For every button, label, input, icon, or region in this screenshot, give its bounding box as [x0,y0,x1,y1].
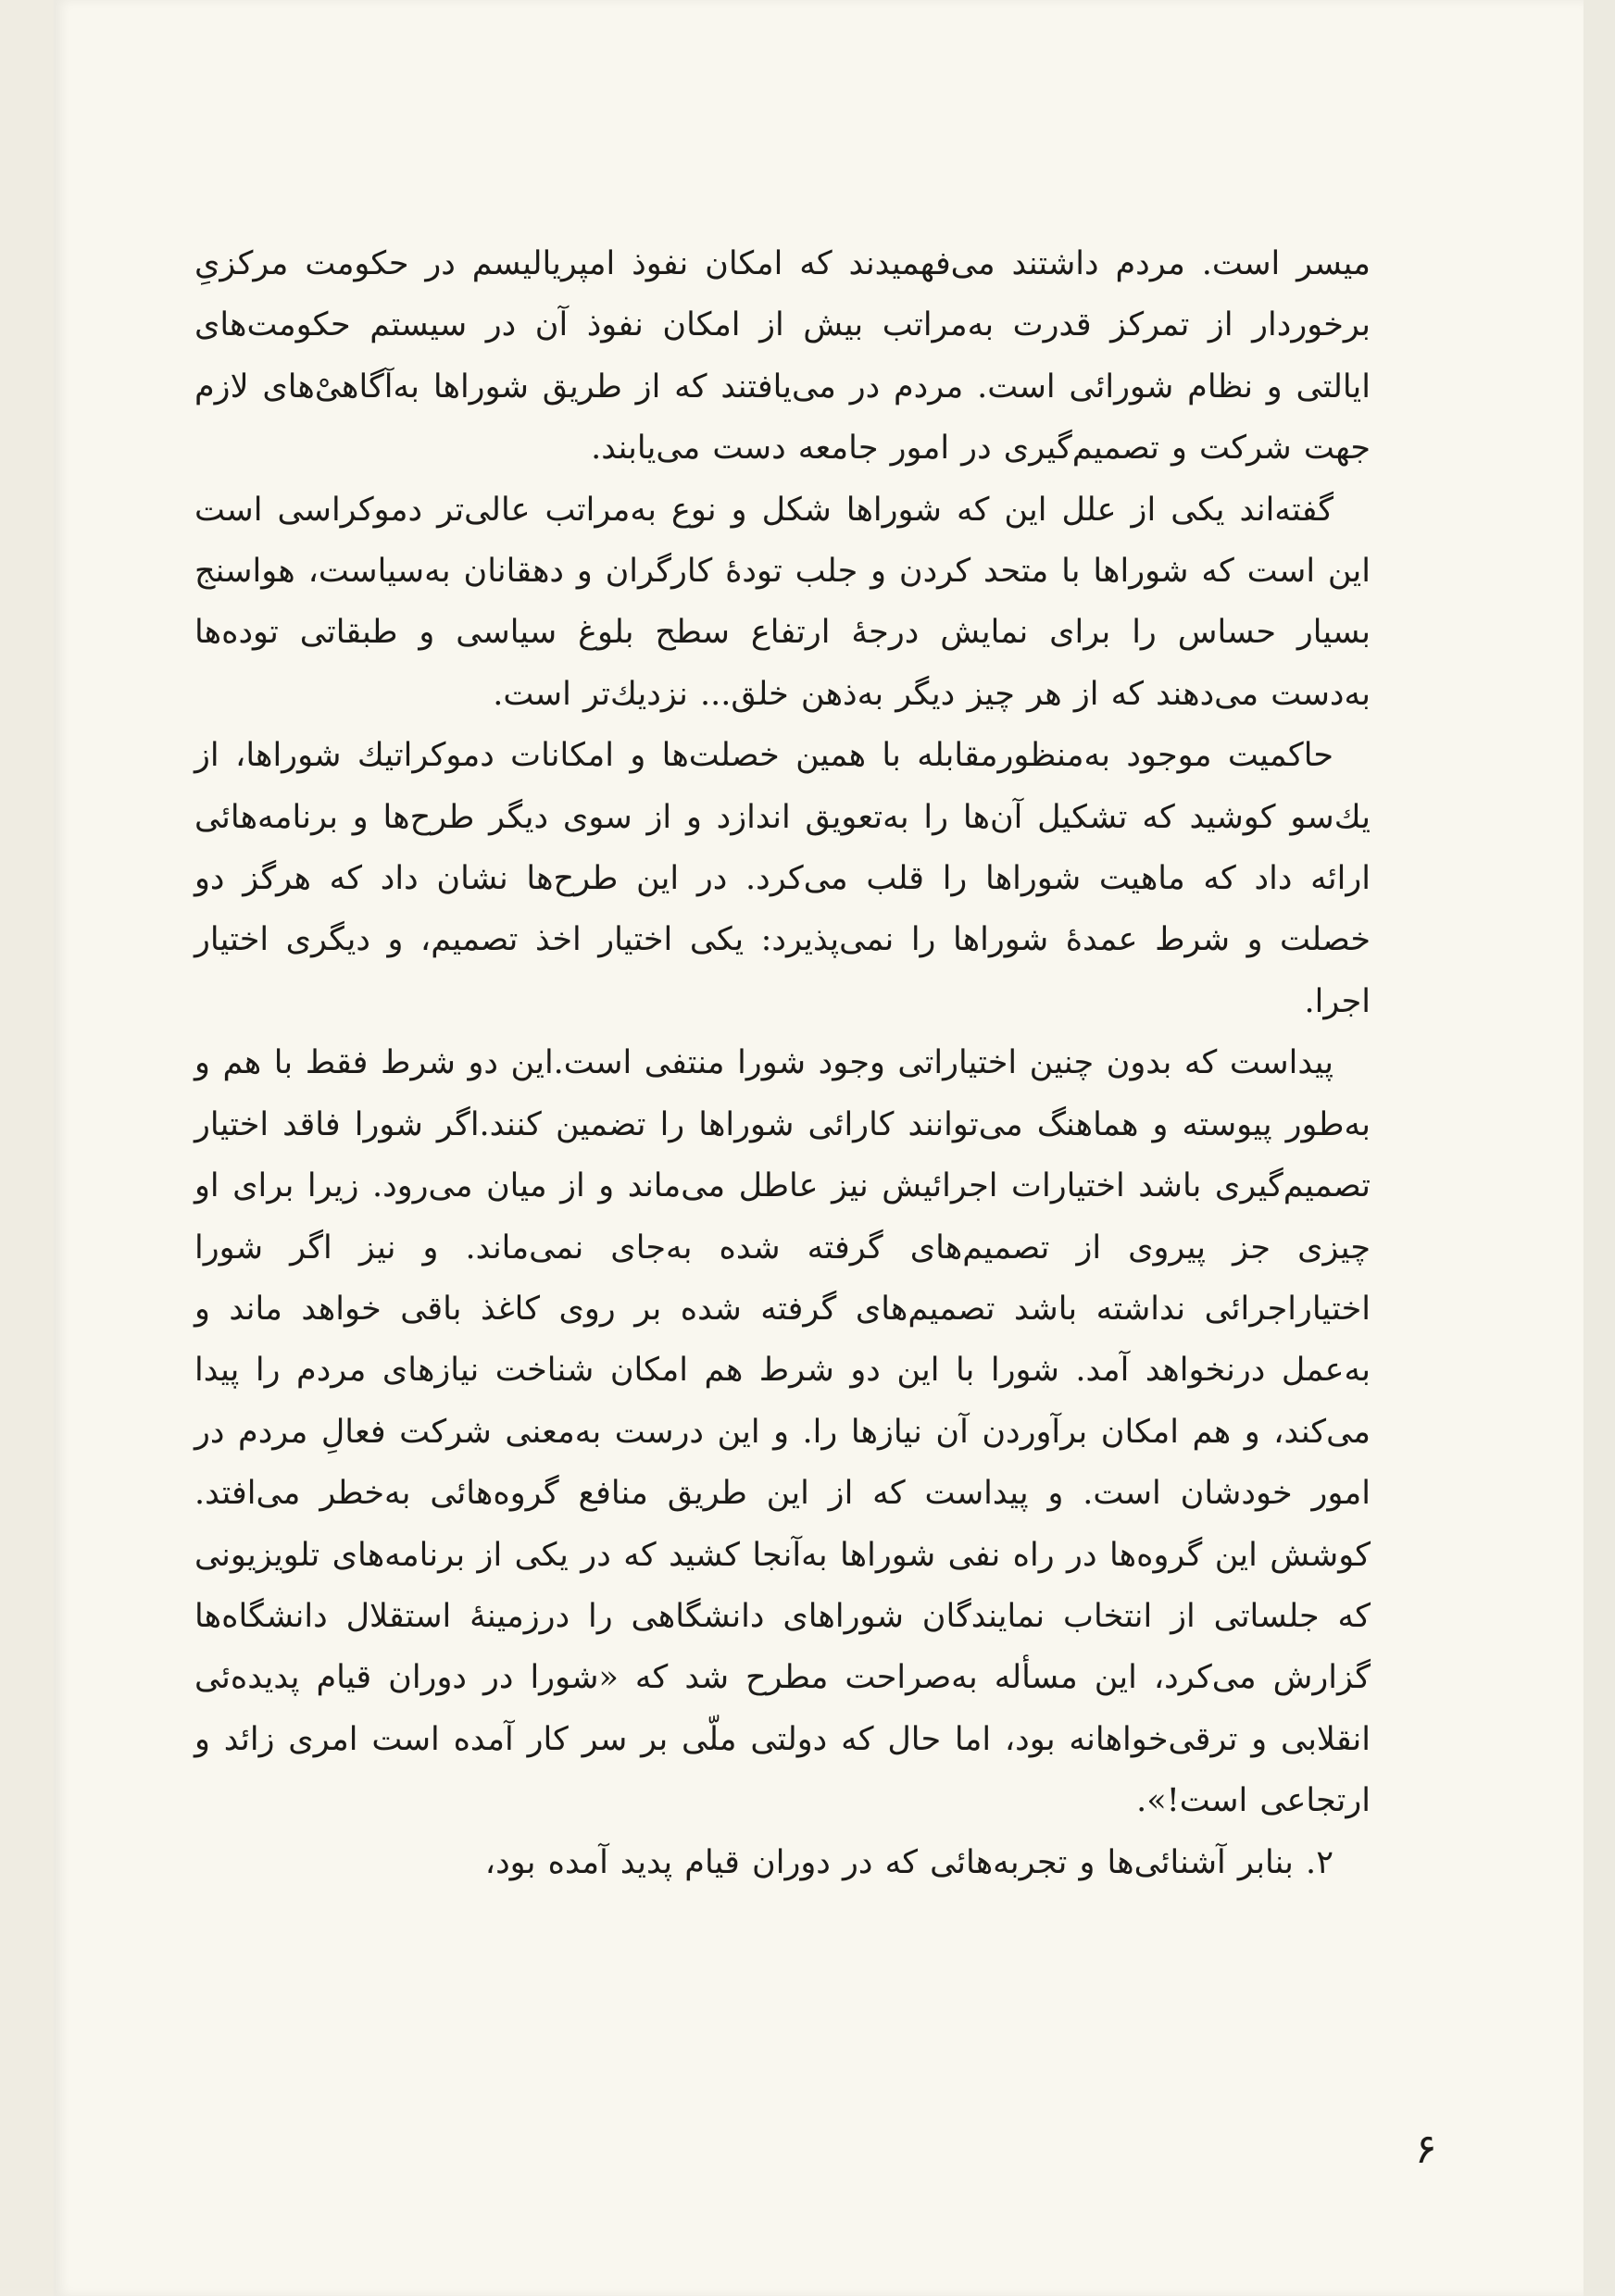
paragraph: پیداست که بدون چنین اختیاراتی وجود شورا منتفی است.این دو شرط فقط با هم و به‌طور پیوسته و هماهنگ می‌توانند کارائی شوراها را تضمین کنند.اگر شورا فاقد اختیار تصمیم‌گیری باشد اختیارات اجرائیش نیز عاطل می‌ماند و از میان می‌رود. زیرا برای او چیزی جز پیروی از تصمیم‌های گرفته شده به‌جای نمی‌ماند. و نیز اگر شورا اختیاراجرائی نداشته باشد تصمیم‌های گرفته شده بر روی کاغذ باقی خواهد ماند و به‌عمل درنخواهد آمد. شورا با این دو شرط هم امکان شناخت نیازهای مردم را پیدا می‌کند، و هم امکان برآوردن آن نیازها را. و این درست به‌معنی شرکت فعالِ مردم در امور خودشان است. و پیداست که از این طریق منافع گروه‌هائی به‌خطر می‌افتد. کوشش این گروه‌ها در راه نفی شوراها به‌آنجا کشید که در یکی از برنامه‌های تلویزیونی که جلساتی از انتخاب نمایندگان شوراهای دانشگاهی را درزمینهٔ استقلال دانشگاه‌ها گزارش می‌کرد، این مسأله به‌صراحت مطرح شد که «شورا در دوران قیام پدیده‌ئی انقلابی و ترقی‌خواهانه بود، اما حال که دولتی ملّی بر سر کار آمده است امری زائد و ارتجاعی است!». [194,1044,1371,1820]
paragraph: گفته‌اند یکی از علل این که شوراها شکل و نوع به‌مراتب عالی‌تر دموکراسی است این است که شوراها با متحد کردن و جلب تودهٔ کارگران و دهقانان به‌سیاست، هواسنج بسیار حساس را برای نمایش درجهٔ ارتفاع سطح بلوغ سیاسی و طبقاتی توده‌ها به‌دست می‌دهند که از هر چیز دیگر به‌ذهن خلق... نزدیك‌تر است. [194,491,1371,713]
paragraph: میسر است. مردم داشتند می‌فهمیدند که امکان نفوذ امپریالیسم در حکومت مرکزیِ برخوردار از تمرکز قدرت به‌مراتب بیش از امکان نفوذ آن در سیستم حکومت‌های ایالتی و نظام شورائی است. مردم در می‌یافتند که از طریق شوراها به‌آگاهیْ‌های لازم جهت شرکت و تصمیم‌گیری در امور جامعه دست می‌یابند. [194,245,1371,468]
body-text [194,233,1371,1893]
paragraph: ۲. بنابر آشنائی‌ها و تجربه‌هائی که در دوران قیام پدید آمده بود، [484,1843,1333,1881]
scan-margin-right [1578,0,1615,2296]
page-number: ۶ [1415,2126,1437,2173]
paragraph: حاکمیت موجود به‌منظورمقابله با همین خصلت‌ها و امکانات دموکراتیك شوراها، از یك‌سو کوشید که تشکیل آن‌ها را به‌تعویق اندازد و از سوی دیگر طرح‌ها و برنامه‌هائی ارائه داد که ماهیت شوراها را قلب می‌کرد. در این طرح‌ها نشان داد که هرگز دو خصلت و شرط عمدهٔ شوراها را نمی‌پذیرد: یکی اختیار اخذ تصمیم، و دیگری اختیار اجرا. [194,737,1371,1020]
